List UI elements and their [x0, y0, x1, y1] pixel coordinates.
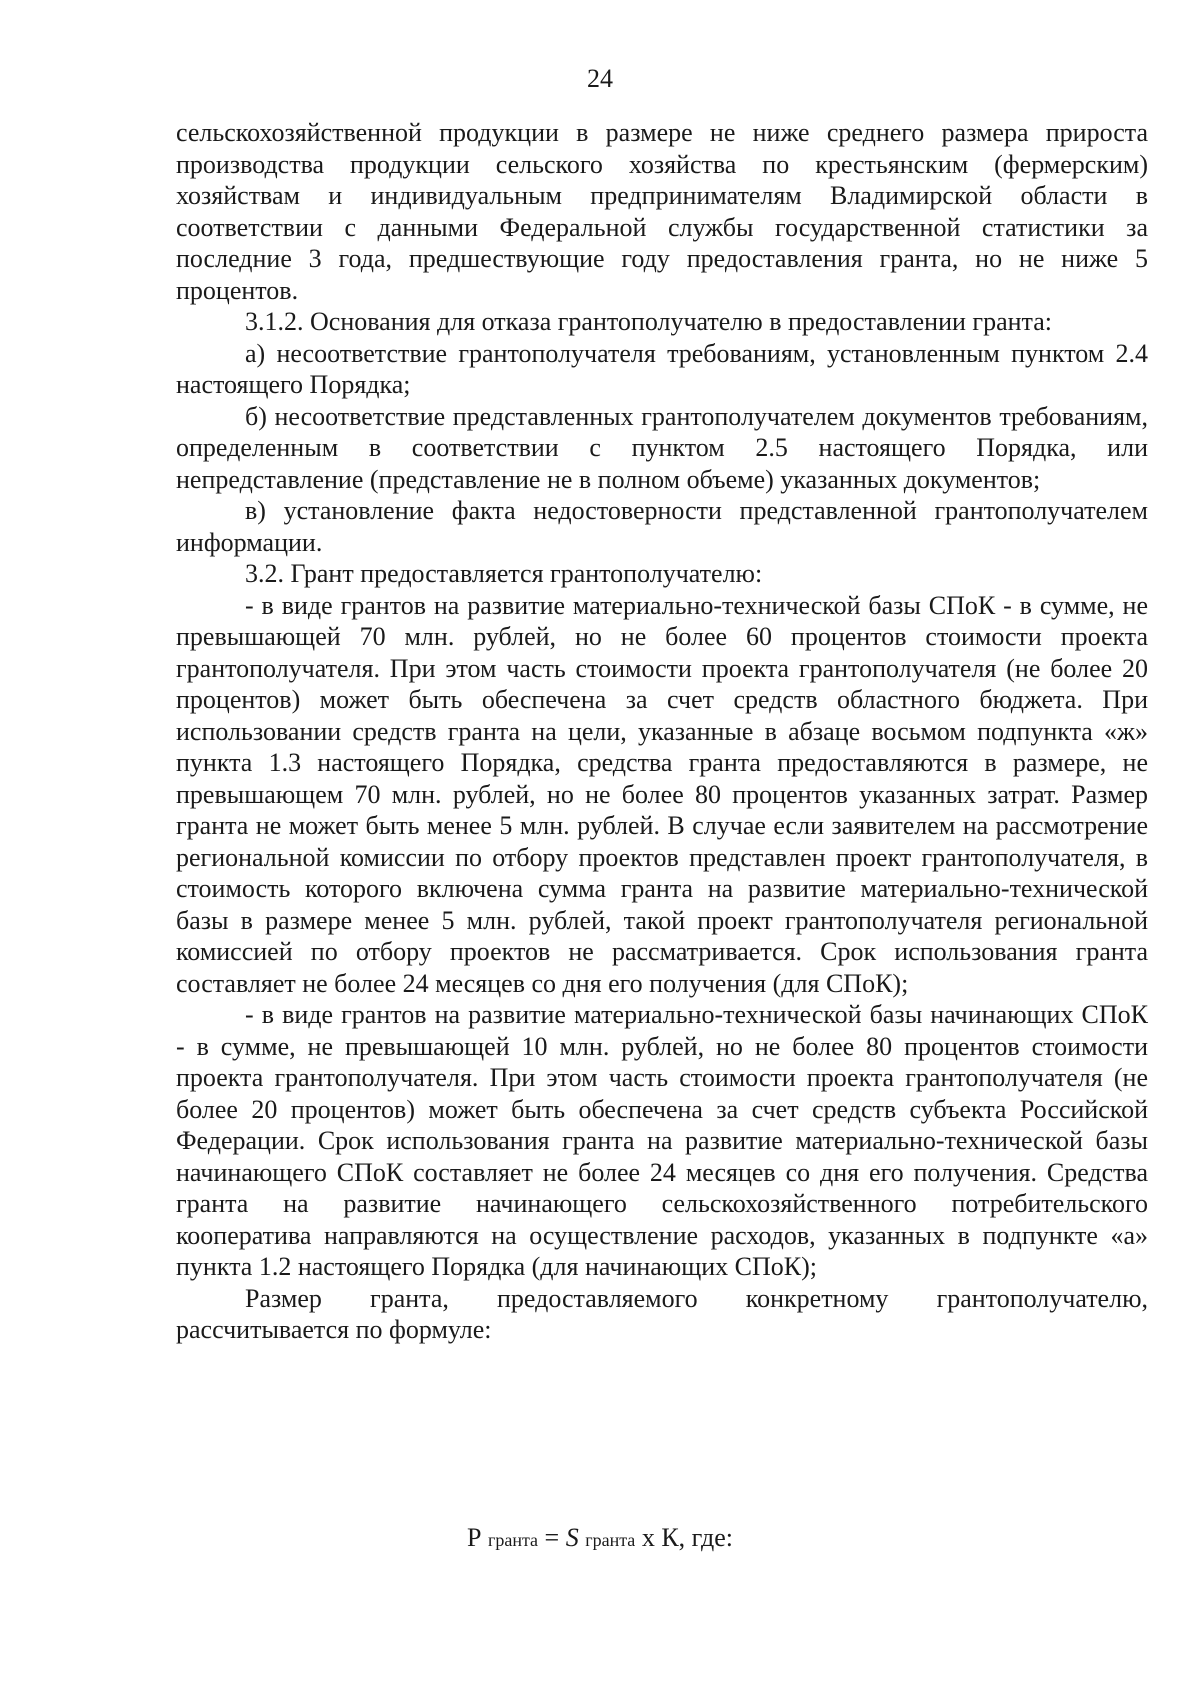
formula-p-subscript: гранта — [487, 1530, 539, 1550]
formula-rest: х К, где: — [641, 1523, 734, 1552]
document-body — [176, 117, 1148, 1346]
paragraph-grant-spok: - в виде грантов на развитие материально-технической базы СПоК - в сумме, не превышающей 70 млн. рублей, но не более 60 процентов стоимости проекта грантополучателя. При этом часть стоимости проекта грантополучателя (не более 20 процентов) может быть обеспечена за счет средств областного бюджета. При использовании средств гранта на цели, указанные в абзаце восьмом подпункта «ж» пункта 1.3 настоящего Порядка, средства гранта предоставляются в размере, не превышающем 70 млн. рублей, но не более 80 процентов указанных затрат. Размер гранта не может быть менее 5 млн. рублей. В случае если заявителем на рассмотрение региональной комиссии по отбору проектов представлен проект грантополучателя, в стоимость которого включена сумма гранта на развитие материально-технической базы в размере менее 5 млн. рублей, такой проект грантополучателя региональной комиссией по отбору проектов не рассматривается. Срок использования гранта составляет не более 24 месяцев со дня его получения (для СПоК); — [176, 590, 1148, 998]
paragraph-item-b: б) несоответствие представленных грантополучателем документов требованиям, определенным в соответствии с пунктом 2.5 настоящего Порядка, или непредставление (представление не в полном объеме) указанных документов; — [176, 401, 1148, 494]
paragraph-formula-intro: Размер гранта, предоставляемого конкретному грантополучателю, рассчитывается по формуле: — [176, 1283, 1148, 1344]
grant-formula — [0, 1522, 1200, 1556]
paragraph-grant-provision: 3.2. Грант предоставляется грантополучателю: — [245, 559, 763, 588]
formula-s-letter: S — [565, 1523, 579, 1552]
paragraph-grant-beginning-spok: - в виде грантов на развитие материально-технической базы начинающих СПоК - в сумме, не превышающей 10 млн. рублей, но не более 80 процентов стоимости проекта грантополучателя. При этом часть стоимости проекта грантополучателя (не более 20 процентов) может быть обеспечена за счет средств субъекта Российской Федерации. Срок использования гранта на развитие материально-технической базы начинающего СПоК составляет не более 24 месяцев со дня его получения. Средства гранта на развитие начинающего сельскохозяйственного потребительского кооператива направляются на осуществление расходов, указанных в подпункте «а» пункта 1.2 настоящего Порядка (для начинающих СПоК); — [176, 1000, 1148, 1281]
paragraph-refusal-grounds: 3.1.2. Основания для отказа грантополучателю в предоставлении гранта: — [245, 307, 1052, 336]
formula-s-subscript: гранта — [585, 1530, 636, 1550]
paragraph-continuation: сельскохозяйственной продукции в размере не ниже среднего размера прироста производства продукции сельского хозяйства по крестьянским (фермерским) хозяйствам и индивидуальным предпринимателям Владимирской области в соответствии с данными Федеральной службы государственной статистики за последние 3 года, предшествующие году предоставления гранта, но не ниже 5 процентов. — [176, 118, 1148, 305]
page-number: 24 — [587, 64, 613, 93]
formula-p-letter: Р — [466, 1523, 482, 1552]
formula-equals: = — [544, 1523, 560, 1552]
paragraph-item-a: а) несоответствие грантополучателя требованиям, установленным пунктом 2.4 настоящего Порядка; — [176, 338, 1148, 399]
paragraph-item-c: в) установление факта недостоверности представленной грантополучателем информации. — [176, 496, 1148, 557]
